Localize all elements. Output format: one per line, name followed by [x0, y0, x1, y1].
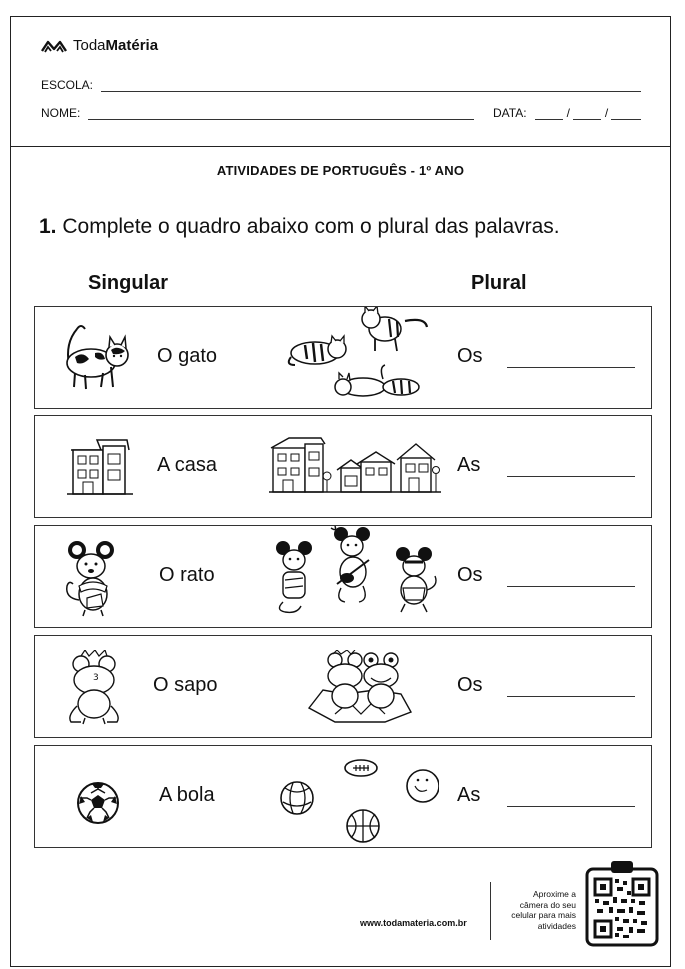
question-1: [39, 215, 560, 239]
plural-article: As: [457, 454, 481, 476]
singular-word: A casa: [157, 454, 218, 476]
three-cats-icon: [285, 307, 435, 407]
question-number: 1.: [39, 215, 57, 238]
three-mice-icon: [271, 526, 441, 626]
qr-text-line: Aproxime a: [533, 889, 576, 899]
answer-line[interactable]: [507, 696, 635, 697]
worksheet-title: ATIVIDADES DE PORTUGUÊS - 1º ANO: [216, 163, 465, 178]
worksheet: [10, 16, 671, 967]
answer-line[interactable]: [507, 476, 635, 477]
soccer-ball-icon: [75, 780, 121, 826]
data-field[interactable]: [493, 106, 641, 120]
worksheet-header: [11, 17, 670, 147]
nome-field[interactable]: [41, 106, 474, 120]
plural-article: Os: [457, 564, 483, 586]
three-houses-icon: [269, 436, 441, 498]
svg-text:3: 3: [93, 673, 99, 683]
house-icon: [67, 436, 133, 498]
table-row: [34, 306, 652, 409]
table-row: [34, 635, 652, 738]
plural-article: Os: [457, 345, 483, 367]
singular-word: A bola: [159, 784, 215, 806]
date-separator: /: [604, 106, 609, 120]
qr-text-line: câmera do seu: [519, 899, 576, 910]
table-row: [34, 525, 652, 628]
year-line[interactable]: [611, 107, 641, 120]
two-frogs-icon: [305, 650, 415, 726]
qr-code-icon[interactable]: [583, 857, 661, 949]
question-text: Complete o quadro abaixo com o plural das palavras.: [56, 215, 560, 238]
toda-materia-logo-icon: [41, 39, 67, 53]
logo: [41, 37, 158, 54]
qr-text-line: celular para mais: [511, 910, 576, 920]
plural-header: Plural: [471, 272, 527, 294]
frog-icon: [67, 650, 123, 726]
footer-divider: [490, 882, 491, 940]
qr-text-line: atividades: [537, 920, 576, 931]
date-separator: /: [566, 106, 570, 120]
answer-line[interactable]: [507, 806, 635, 807]
four-balls-icon: [279, 756, 439, 846]
escola-label: ESCOLA:: [41, 78, 94, 92]
answer-line[interactable]: [507, 586, 635, 587]
singular-header: Singular: [88, 272, 169, 294]
cat-icon: [55, 307, 135, 407]
footer-url[interactable]: www.todamateria.com.br: [360, 918, 467, 928]
qr-instructions: [496, 889, 576, 931]
singular-word: O rato: [159, 564, 215, 586]
month-line[interactable]: [573, 107, 601, 120]
day-line[interactable]: [535, 107, 563, 120]
plural-article: Os: [457, 674, 483, 696]
plural-article: As: [457, 784, 481, 806]
escola-field[interactable]: [41, 78, 641, 92]
escola-line[interactable]: [101, 79, 641, 92]
nome-label: NOME:: [41, 106, 81, 120]
table-row: [34, 745, 652, 848]
table-row: [34, 415, 652, 518]
nome-line[interactable]: [88, 107, 474, 120]
data-label: DATA:: [493, 106, 527, 120]
mouse-icon: [61, 538, 125, 618]
logo-text: TodaMatéria: [73, 37, 159, 54]
singular-word: O gato: [157, 345, 218, 367]
singular-word: O sapo: [153, 674, 218, 696]
answer-line[interactable]: [507, 367, 635, 368]
